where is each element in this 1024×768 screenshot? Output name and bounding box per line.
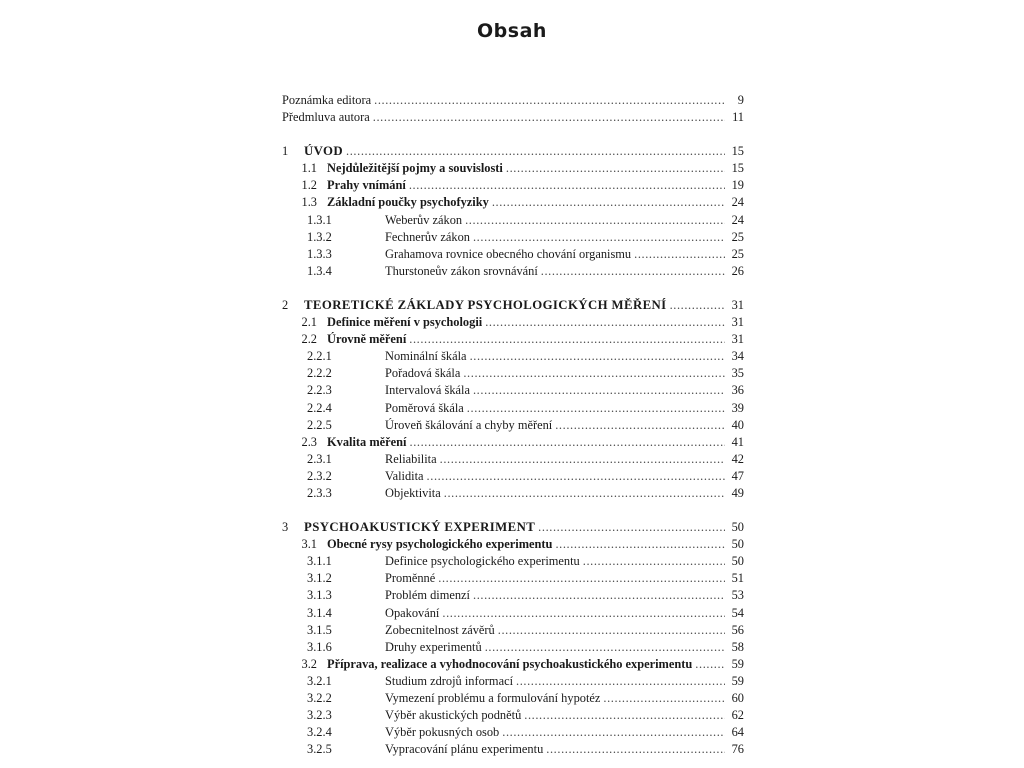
dot-leader xyxy=(555,417,725,434)
toc-entry-page: 35 xyxy=(731,366,744,381)
toc-entry-title: TEORETICKÉ ZÁKLADY PSYCHOLOGICKÝCH MĚŘENÍ xyxy=(304,297,667,312)
toc-entry-title: Příprava, realizace a vyhodnocování psychoakustického experimentu xyxy=(327,656,693,671)
dot-leader xyxy=(442,605,725,622)
toc-entry-number: 1.1 xyxy=(301,161,317,176)
toc-entry-number: 3.2.4 xyxy=(307,725,332,740)
toc-entry-page: 56 xyxy=(731,622,744,637)
dot-leader xyxy=(427,468,725,485)
toc-entry-number: 1.3.4 xyxy=(307,263,332,278)
toc-entry[interactable] xyxy=(282,331,744,348)
dot-leader xyxy=(440,451,725,468)
toc-entry[interactable] xyxy=(282,741,744,758)
toc-entry-title: Proměnné xyxy=(385,571,436,586)
toc-entry-number: 2.3 xyxy=(301,434,317,449)
toc-entry-number: 3.1 xyxy=(301,537,317,552)
toc-entry[interactable] xyxy=(282,605,744,622)
toc-entry-page: 19 xyxy=(731,178,744,193)
toc-entry-page: 26 xyxy=(731,263,744,278)
toc-entry-number: 2.2.4 xyxy=(307,400,332,415)
toc-entry-title: Fechnerův zákon xyxy=(385,229,470,244)
toc-entry-title: Výběr akustických podnětů xyxy=(385,708,522,723)
dot-leader xyxy=(670,297,725,314)
dot-leader xyxy=(410,434,726,451)
toc-entry-page: 58 xyxy=(731,639,744,654)
toc-entry-number: 2.2.1 xyxy=(307,349,332,364)
toc-entry-page: 11 xyxy=(732,110,744,125)
toc-entry-title: Vypracování plánu experimentu xyxy=(385,742,544,757)
toc-entry-title: Výběr pokusných osob xyxy=(385,725,500,740)
toc-entry[interactable] xyxy=(282,417,744,434)
toc-entry[interactable] xyxy=(282,587,744,604)
dot-leader xyxy=(473,587,725,604)
toc-entry-page: 50 xyxy=(731,537,744,552)
dot-leader xyxy=(502,724,725,741)
toc-entry-title: Úroveň škálování a chyby měření xyxy=(385,417,553,432)
section-spacer xyxy=(282,126,744,143)
toc-entry-title: Problém dimenzí xyxy=(385,588,470,603)
toc-entry-page: 31 xyxy=(731,297,744,312)
toc-entry-page: 15 xyxy=(731,161,744,176)
toc-entry-page: 64 xyxy=(731,725,744,740)
toc-entry-page: 59 xyxy=(731,673,744,688)
toc-entry-page: 24 xyxy=(731,195,744,210)
toc-entry-number: 3.2 xyxy=(301,656,317,671)
toc-entry-title: Objektivita xyxy=(385,485,441,500)
dot-leader xyxy=(555,536,725,553)
toc-entry-number: 2.3.2 xyxy=(307,468,332,483)
toc-entry-page: 51 xyxy=(731,571,744,586)
dot-leader xyxy=(485,639,725,656)
dot-leader xyxy=(473,229,725,246)
dot-leader xyxy=(463,365,725,382)
toc-entry[interactable] xyxy=(282,724,744,741)
dot-leader xyxy=(583,553,725,570)
toc-entry-number: 2.1 xyxy=(301,315,317,330)
toc-entry[interactable] xyxy=(282,92,744,109)
toc-entry-title: Reliabilita xyxy=(385,451,437,466)
dot-leader xyxy=(409,177,725,194)
toc-entry-title: Intervalová škála xyxy=(385,383,470,398)
dot-leader xyxy=(374,92,725,109)
toc-entry-number: 1.2 xyxy=(301,178,317,193)
toc-entry-page: 42 xyxy=(731,451,744,466)
toc-entry[interactable] xyxy=(282,348,744,365)
toc-entry[interactable] xyxy=(282,143,744,160)
toc-entry-title: Druhy experimentů xyxy=(385,639,482,654)
toc-entry[interactable] xyxy=(282,434,744,451)
dot-leader xyxy=(506,160,725,177)
toc-entry-title: Základní poučky psychofyziky xyxy=(327,195,489,210)
toc-entry-number: 1.3 xyxy=(301,195,317,210)
toc-entry-number: 3.2.1 xyxy=(307,673,332,688)
toc-entry-page: 41 xyxy=(731,434,744,449)
dot-leader xyxy=(373,109,725,126)
dot-leader xyxy=(603,690,725,707)
toc-entry-number: 3.1.2 xyxy=(307,571,332,586)
toc-entry-page: 59 xyxy=(731,656,744,671)
dot-leader xyxy=(538,519,725,536)
toc-entry[interactable] xyxy=(282,109,744,126)
toc-entry-page: 54 xyxy=(731,605,744,620)
dot-leader xyxy=(485,314,725,331)
toc-entry[interactable] xyxy=(282,212,744,229)
toc-entry-title: Obecné rysy psychologického experimentu xyxy=(327,537,553,552)
page-title: Obsah xyxy=(477,20,547,42)
toc-entry-page: 9 xyxy=(737,93,744,107)
toc-entry[interactable] xyxy=(282,160,744,177)
toc-entry[interactable] xyxy=(282,519,744,536)
toc-entry[interactable] xyxy=(282,536,744,553)
dot-leader xyxy=(546,741,725,758)
dot-leader xyxy=(444,485,725,502)
toc-entry[interactable] xyxy=(282,365,744,382)
toc-entry-title: Poznámka editora xyxy=(282,93,372,107)
toc-entry-page: 49 xyxy=(731,485,744,500)
toc-entry-title: Nejdůležitější pojmy a souvislosti xyxy=(327,161,503,176)
toc-entry-number: 3.1.1 xyxy=(307,554,332,569)
toc-entry-title: PSYCHOAKUSTICKÝ EXPERIMENT xyxy=(304,520,536,535)
toc-entry-title: Zobecnitelnost závěrů xyxy=(385,622,495,637)
dot-leader xyxy=(470,348,725,365)
dot-leader xyxy=(346,143,725,160)
toc-entry-title: Nominální škála xyxy=(385,349,467,364)
toc-entry[interactable] xyxy=(282,194,744,211)
toc-entry-page: 39 xyxy=(731,400,744,415)
dot-leader xyxy=(492,194,725,211)
toc-entry[interactable] xyxy=(282,485,744,502)
toc-entry-page: 50 xyxy=(731,520,744,535)
dot-leader xyxy=(438,570,725,587)
table-of-contents xyxy=(282,92,744,758)
toc-entry-page: 50 xyxy=(731,554,744,569)
toc-entry[interactable] xyxy=(282,314,744,331)
toc-entry-title: Předmluva autora xyxy=(282,110,370,125)
toc-entry[interactable] xyxy=(282,382,744,399)
dot-leader xyxy=(541,263,725,280)
toc-entry-page: 34 xyxy=(731,349,744,364)
toc-entry-title: Kvalita měření xyxy=(327,434,407,449)
toc-entry-page: 31 xyxy=(731,315,744,330)
toc-entry[interactable] xyxy=(282,246,744,263)
toc-entry[interactable] xyxy=(282,400,744,417)
toc-entry-page: 40 xyxy=(731,417,744,432)
toc-entry[interactable] xyxy=(282,468,744,485)
toc-entry-title: Thurstoneův zákon srovnávání xyxy=(385,263,538,278)
toc-entry-page: 25 xyxy=(731,246,744,261)
toc-entry-number: 3.1.4 xyxy=(307,605,332,620)
toc-entry-number: 3.1.5 xyxy=(307,622,332,637)
toc-entry-number: 2.2.3 xyxy=(307,383,332,398)
toc-entry-number: 3.1.3 xyxy=(307,588,332,603)
toc-entry-page: 25 xyxy=(731,229,744,244)
toc-entry-page: 31 xyxy=(731,332,744,347)
section-spacer xyxy=(282,502,744,519)
dot-leader xyxy=(634,246,725,263)
toc-entry-title: Validita xyxy=(385,468,424,483)
toc-entry[interactable] xyxy=(282,553,744,570)
dot-leader xyxy=(467,400,725,417)
toc-entry-number: 1.3.2 xyxy=(307,229,332,244)
toc-entry-page: 47 xyxy=(731,468,744,483)
dot-leader xyxy=(465,212,725,229)
toc-entry-page: 15 xyxy=(731,144,744,159)
toc-entry-title: Opakování xyxy=(385,605,440,620)
toc-entry[interactable] xyxy=(282,690,744,707)
toc-entry-page: 62 xyxy=(731,708,744,723)
toc-entry[interactable] xyxy=(282,622,744,639)
toc-entry[interactable] xyxy=(282,673,744,690)
toc-entry-number: 2 xyxy=(282,297,289,312)
toc-entry-page: 24 xyxy=(731,212,744,227)
dot-leader xyxy=(516,673,725,690)
toc-entry-number: 2.2.2 xyxy=(307,366,332,381)
toc-entry-number: 2.2 xyxy=(301,332,317,347)
toc-entry-title: Weberův zákon xyxy=(385,212,463,227)
section-spacer xyxy=(282,280,744,297)
toc-entry-page: 76 xyxy=(731,742,744,757)
toc-entry-number: 3.2.3 xyxy=(307,708,332,723)
toc-entry-number: 2.3.1 xyxy=(307,451,332,466)
toc-entry-title: Pořadová škála xyxy=(385,366,461,381)
toc-entry-number: 1 xyxy=(282,144,289,159)
toc-entry[interactable] xyxy=(282,177,744,194)
toc-entry[interactable] xyxy=(282,570,744,587)
toc-entry[interactable] xyxy=(282,263,744,280)
toc-entry-page: 36 xyxy=(731,383,744,398)
toc-entry-number: 2.3.3 xyxy=(307,485,332,500)
toc-entry[interactable] xyxy=(282,229,744,246)
toc-entry-title: Studium zdrojů informací xyxy=(385,673,514,688)
toc-entry[interactable] xyxy=(282,451,744,468)
toc-entry-number: 3.2.5 xyxy=(307,742,332,757)
toc-entry-number: 3.2.2 xyxy=(307,691,332,705)
toc-entry-title: Úrovně měření xyxy=(327,332,407,347)
toc-entry[interactable] xyxy=(282,656,744,673)
dot-leader xyxy=(473,382,725,399)
dot-leader xyxy=(498,622,725,639)
toc-entry-page: 53 xyxy=(731,588,744,603)
toc-entry-title: Vymezení problému a formulování hypotéz xyxy=(385,691,601,705)
toc-entry[interactable] xyxy=(282,297,744,314)
toc-entry-page: 60 xyxy=(731,691,744,705)
toc-entry-title: Poměrová škála xyxy=(385,400,464,415)
toc-entry[interactable] xyxy=(282,707,744,724)
toc-entry[interactable] xyxy=(282,639,744,656)
toc-entry-title: Prahy vnímání xyxy=(327,178,406,193)
dot-leader xyxy=(695,656,725,673)
toc-entry-title: Definice měření v psychologii xyxy=(327,315,483,330)
toc-entry-number: 3 xyxy=(282,520,289,535)
toc-entry-title: Grahamova rovnice obecného chování organismu xyxy=(385,246,632,261)
toc-entry-number: 1.3.3 xyxy=(307,246,332,261)
toc-entry-number: 2.2.5 xyxy=(307,417,332,432)
dot-leader xyxy=(409,331,725,348)
toc-entry-number: 1.3.1 xyxy=(307,212,332,227)
dot-leader xyxy=(524,707,725,724)
toc-entry-title: ÚVOD xyxy=(304,144,344,159)
toc-entry-number: 3.1.6 xyxy=(307,639,332,654)
toc-entry-title: Definice psychologického experimentu xyxy=(385,554,580,569)
